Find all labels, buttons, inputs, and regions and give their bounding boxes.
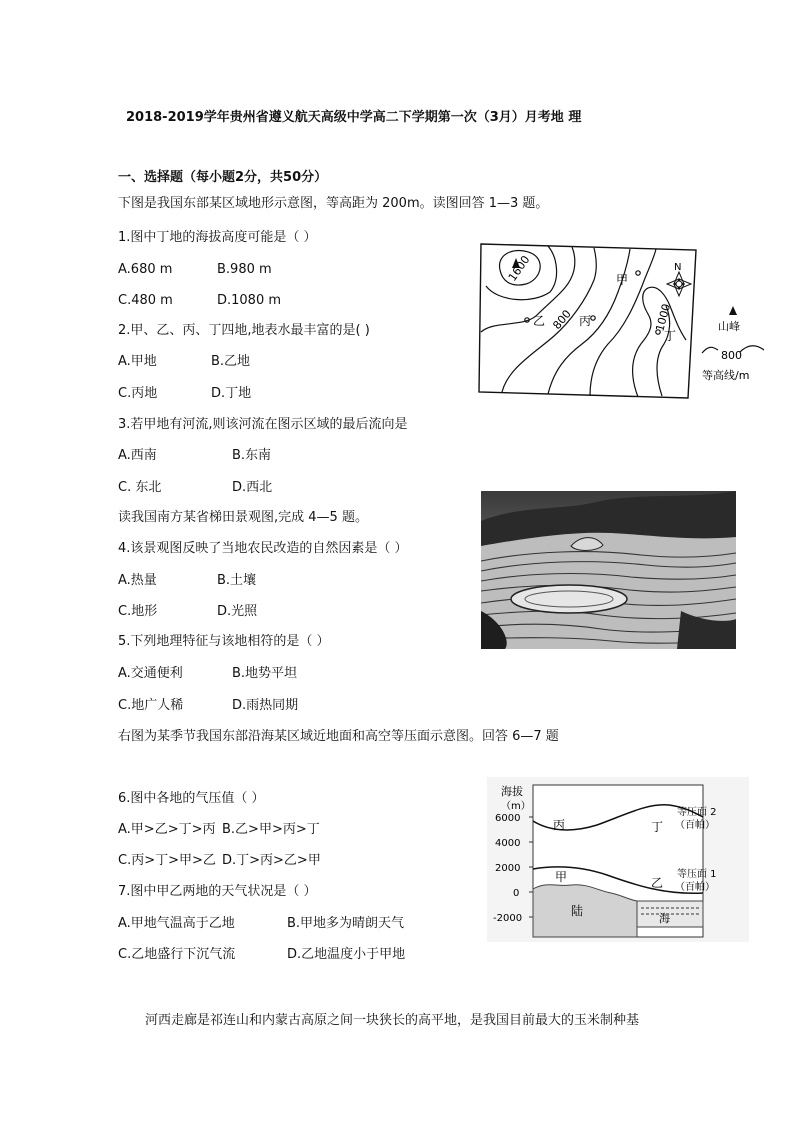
point-label-jia: 甲	[555, 870, 568, 884]
sea-label: 海	[659, 912, 670, 925]
option: D.丁地	[211, 386, 252, 401]
tick-label: 6000	[495, 813, 521, 824]
point-label-jia: 甲	[616, 273, 629, 287]
surface-1-unit: （百帕）	[675, 882, 715, 893]
page-title: 2018-2019学年贵州省遵义航天高级中学高二下学期第一次（3月）月考地 理	[126, 110, 582, 125]
point-label-yi: 乙	[651, 876, 664, 890]
contour-label: 800	[550, 307, 574, 332]
option: A.西南	[118, 448, 157, 463]
intro-text: 读我国南方某省梯田景观图,完成 4—5 题。	[118, 510, 368, 525]
legend-peak-label: 山峰	[718, 320, 740, 333]
section-heading: 一、选择题（每小题2分，共50分）	[118, 170, 328, 185]
option: B.乙>甲>丙>丁	[222, 822, 320, 837]
option: C.地形	[118, 604, 158, 619]
point-label-ding: 丁	[664, 329, 677, 343]
point-label-bing: 丙	[579, 314, 592, 328]
contour-label: 1600	[505, 253, 533, 284]
question-stem: 7.图中甲乙两地的天气状况是（ ）	[118, 884, 317, 899]
option: D.西北	[232, 480, 273, 495]
option: A.甲地	[118, 354, 157, 369]
contour-label: 1000	[653, 302, 674, 333]
land-label: 陆	[571, 904, 584, 918]
option: B.地势平坦	[232, 666, 298, 681]
question-stem: 1.图中丁地的海拔高度可能是（ ）	[118, 230, 317, 245]
option: C.丙>丁>甲>乙	[118, 853, 216, 868]
option: B.东南	[232, 448, 272, 463]
tick-label: 4000	[495, 838, 521, 849]
option: B.甲地多为晴朗天气	[287, 916, 405, 931]
legend-contour-value: 800	[721, 349, 742, 362]
svg-text:N: N	[674, 262, 682, 273]
contour-line	[590, 249, 656, 396]
option: A.热量	[118, 573, 157, 588]
option: D.雨热同期	[232, 698, 299, 713]
terrace-photo	[481, 491, 736, 649]
option: A.交通便利	[118, 666, 183, 681]
question-stem: 3.若甲地有河流,则该河流在图示区域的最后流向是	[118, 417, 408, 432]
legend-peak-icon	[729, 306, 737, 315]
option: C.乙地盛行下沉气流	[118, 947, 236, 962]
option: A.甲地气温高于乙地	[118, 916, 235, 931]
paragraph: 河西走廊是祁连山和内蒙古高原之间一块狭长的高平地，是我国目前最大的玉米制种基	[145, 1013, 640, 1028]
point-label-bing: 丙	[553, 818, 566, 832]
legend-contour-line	[740, 346, 764, 352]
option: A.甲>乙>丁>丙	[118, 822, 216, 837]
point-label-yi: 乙	[533, 314, 546, 328]
surface-2-unit: （百帕）	[675, 820, 715, 831]
option: B.980 m	[217, 262, 272, 277]
question-stem: 2.甲、乙、丙、丁四地,地表水最丰富的是( )	[118, 323, 370, 338]
question-stem: 5.下列地理特征与该地相符的是（ ）	[118, 634, 330, 649]
option: D.丁>丙>乙>甲	[222, 853, 321, 868]
option: C.480 m	[118, 293, 173, 308]
question-stem: 4.该景观图反映了当地农民改造的自然因素是（ ）	[118, 541, 408, 556]
axis-unit: （m）	[501, 801, 531, 812]
isobar-diagram	[487, 777, 749, 942]
option: A.680 m	[118, 262, 173, 277]
tick-label: -2000	[493, 913, 523, 924]
surface-1-label: 等压面 1	[677, 869, 717, 880]
tick-label: 0	[513, 888, 520, 899]
tick-label: 2000	[495, 863, 521, 874]
surface-2-label: 等压面 2	[677, 807, 717, 818]
compass-icon	[667, 262, 691, 296]
legend-contour-label: 等高线/m	[702, 369, 750, 382]
intro-text: 下图是我国东部某区域地形示意图，等高距为 200m。读图回答 1—3 题。	[118, 196, 549, 211]
option: C.地广人稀	[118, 698, 184, 713]
intro-text: 右图为某季节我国东部沿海某区域近地面和高空等压面示意图。回答 6—7 题	[118, 729, 559, 744]
axis-title: 海拔	[501, 785, 523, 798]
option: C. 东北	[118, 480, 162, 495]
topographic-map	[478, 240, 768, 402]
point-label-ding: 丁	[651, 820, 664, 834]
option: D.1080 m	[217, 293, 282, 308]
question-stem: 6.图中各地的气压值（ ）	[118, 791, 265, 806]
option: B.土壤	[217, 573, 257, 588]
option: C.丙地	[118, 386, 158, 401]
option: D.光照	[217, 604, 258, 619]
option: B.乙地	[211, 354, 251, 369]
point-marker	[636, 271, 640, 275]
option: D.乙地温度小于甲地	[287, 947, 406, 962]
legend-contour-line	[702, 347, 718, 353]
point-marker	[591, 316, 595, 320]
